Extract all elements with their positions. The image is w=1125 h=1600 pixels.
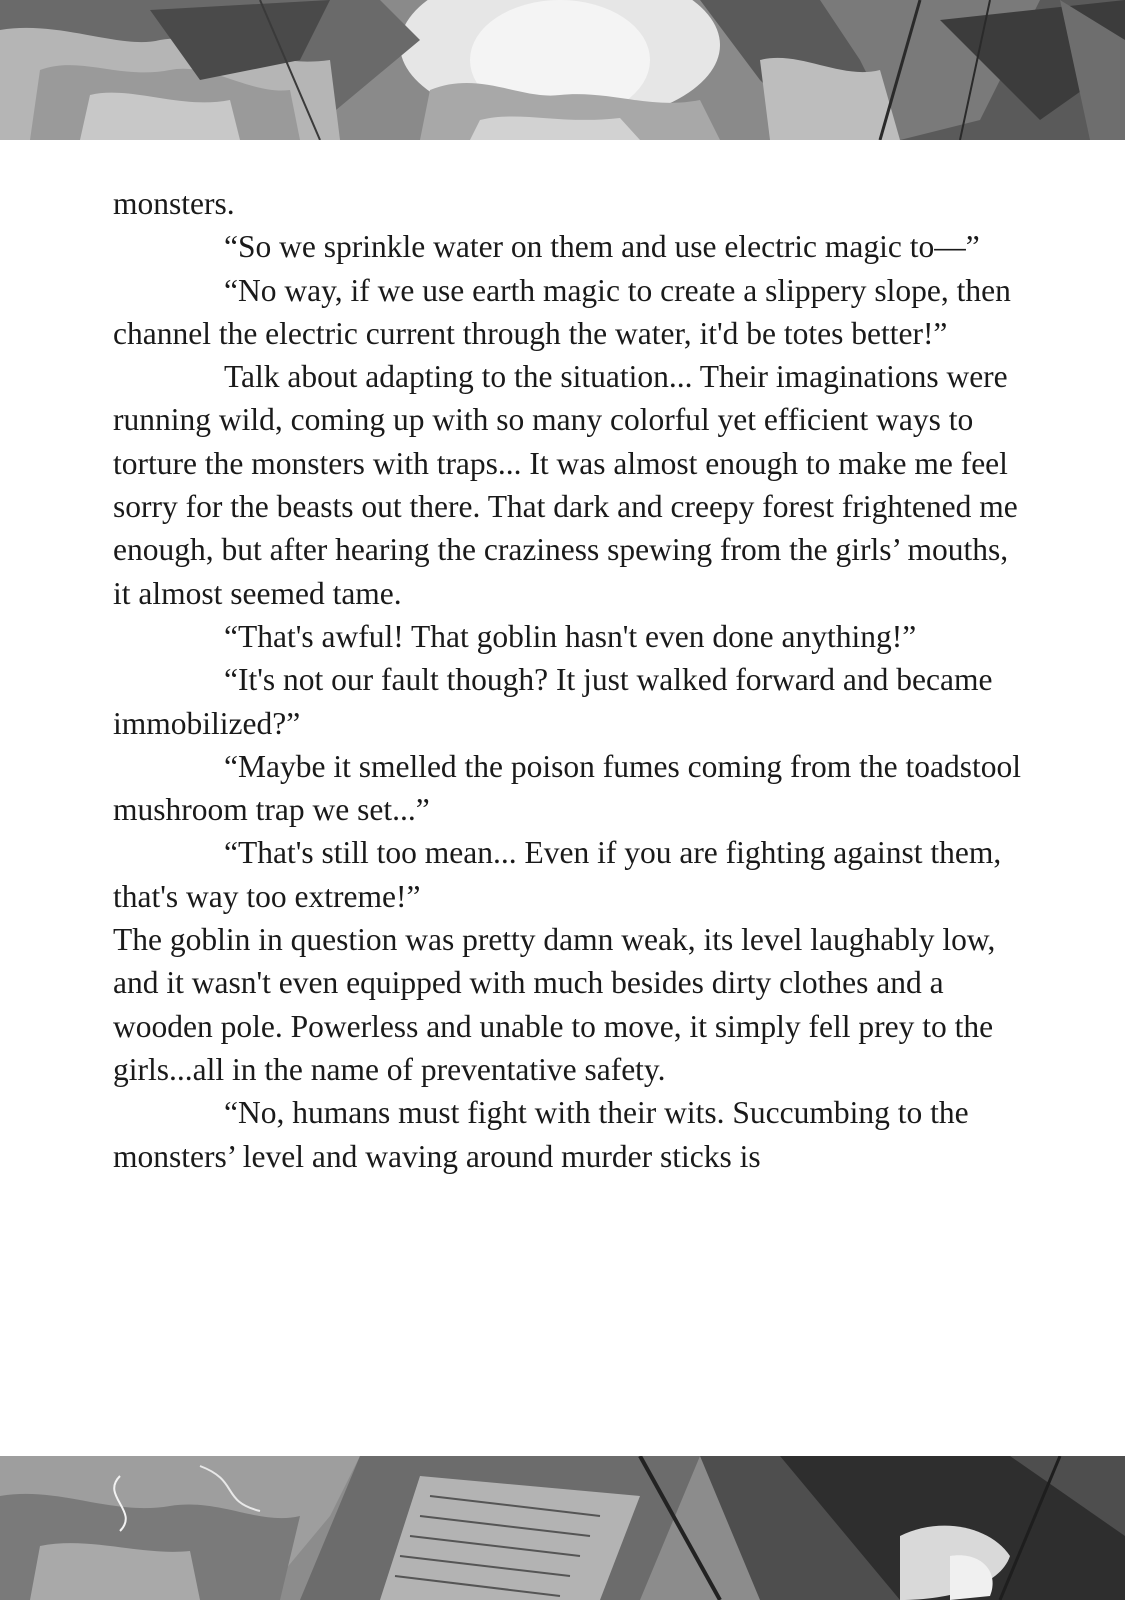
paragraph-2: “So we sprinkle water on them and use electric magic to—” xyxy=(224,229,980,265)
forest-canopy-illustration xyxy=(0,0,1125,140)
top-illustration-banner xyxy=(0,0,1125,140)
paragraph-4: Talk about adapting to the situation... Their imaginations were running wild, coming up with so many colorful yet efficient ways to torture the monsters with traps... It was almost enough to make me feel sorry for the beasts out there. That dark and creepy forest frightened me enough, but after hearing the craziness spewing from the girls’ mouths, it almost seemed tame. xyxy=(113,359,1018,611)
paragraph-3: “No way, if we use earth magic to create a slippery slope, then channel the electric current through the water, it'd be totes better!” xyxy=(113,272,1011,351)
paragraph-1: monsters. xyxy=(113,186,235,221)
forest-floor-illustration xyxy=(0,1456,1125,1600)
paragraph-10: “No, humans must fight with their wits. Succumbing to the monsters’ level and waving around murder sticks is xyxy=(113,1095,969,1174)
paragraph-5: “That's awful! That goblin hasn't even done anything!” xyxy=(224,618,917,654)
paragraph-9: The goblin in question was pretty damn weak, its level laughably low, and it wasn't even equipped with much besides dirty clothes and a wooden pole. Powerless and unable to move, it simply fell prey to the girls...all in the name of preventative safety. xyxy=(113,922,996,1087)
paragraph-8: “That's still too mean... Even if you are fighting against them, that's way too extreme!” xyxy=(113,835,1002,914)
bottom-illustration-banner xyxy=(0,1456,1125,1600)
paragraph-7: “Maybe it smelled the poison fumes coming from the toadstool mushroom trap we set...” xyxy=(113,748,1021,828)
paragraph-6: “It's not our fault though? It just walked forward and became immobilized?” xyxy=(113,662,993,741)
novel-page-body xyxy=(113,182,1033,1178)
